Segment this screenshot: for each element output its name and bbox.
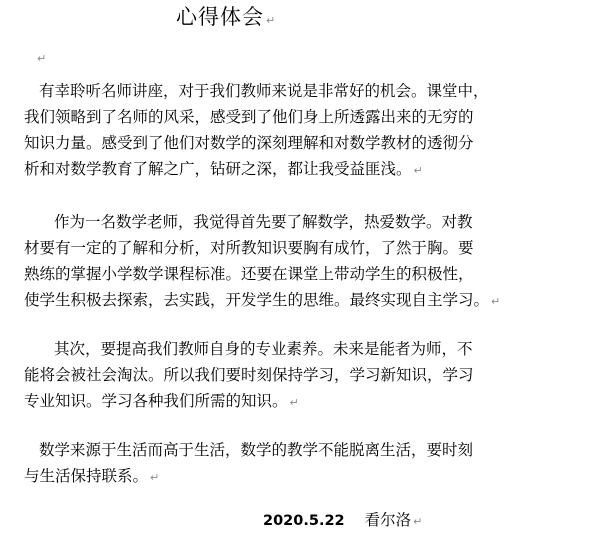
paragraph-line: 能将会被社会淘汰。所以我们要时刻保持学习，学习新知识，学习 (24, 366, 474, 384)
paragraph-1 (24, 78, 584, 184)
title-text: 心得体会 (176, 5, 264, 29)
signature-date: 2020.5.22 (263, 513, 345, 529)
paragraph-line: 我们领略到了名师的风采，感受到了他们身上所透露出来的无穷的 (24, 108, 474, 126)
document-title (176, 4, 276, 34)
paragraph-line (24, 463, 584, 491)
paragraph-line: 有幸聆听名师讲座，对于我们教师来说是非常好的机会。课堂中， (39, 82, 489, 100)
paragraph-line: 其次，要提高我们教师自身的专业素养。未来是能者为师，不 (54, 340, 473, 358)
paragraph-line: 材要有一定的了解和分析，对所教知识要胸有成竹，了然于胸。要 (24, 239, 474, 257)
paragraph-mark-icon: ↵ (150, 471, 160, 484)
paragraph-line (24, 287, 584, 315)
paragraph-line-text: 专业知识。学习各种我们所需的知识。 (24, 392, 288, 410)
paragraph-line: 作为一名数学老师，我觉得首先要了解数学，热爱数学。对教 (54, 213, 473, 231)
paragraph-2 (24, 209, 584, 315)
paragraph-line-text: 与生活保持联系。 (24, 467, 149, 485)
paragraph-4 (24, 437, 584, 491)
empty-paragraph (35, 51, 46, 65)
paragraph-line: 熟练的掌握小学数学课程标准。还要在课堂上带动学生的积极性， (24, 265, 474, 283)
paragraph-mark-icon: ↵ (413, 164, 423, 177)
paragraph-3 (24, 336, 584, 416)
paragraph-mark-icon: ↵ (413, 515, 423, 528)
signature-author: 看尔洛 (364, 511, 412, 529)
signature-line (263, 507, 422, 535)
paragraph-line: 数学来源于生活而高于生活，数学的教学不能脱离生活，要时刻 (39, 441, 474, 459)
paragraph-line: 知识力量。感受到了他们对数学的深刻理解和对数学教材的透彻分 (24, 134, 474, 152)
paragraph-line (24, 388, 584, 416)
paragraph-mark-icon: ↵ (266, 14, 277, 27)
paragraph-line-text: 析和对数学教育了解之广，钻研之深，都让我受益匪浅。 (24, 160, 412, 178)
paragraph-line-text: 使学生积极去探索，去实践，开发学生的思维。最终实现自主学习。 (24, 291, 490, 309)
paragraph-mark-icon: ↵ (289, 396, 299, 409)
paragraph-mark-icon: ↵ (491, 295, 501, 308)
paragraph-line (24, 156, 584, 184)
paragraph-mark-icon: ↵ (37, 52, 47, 65)
